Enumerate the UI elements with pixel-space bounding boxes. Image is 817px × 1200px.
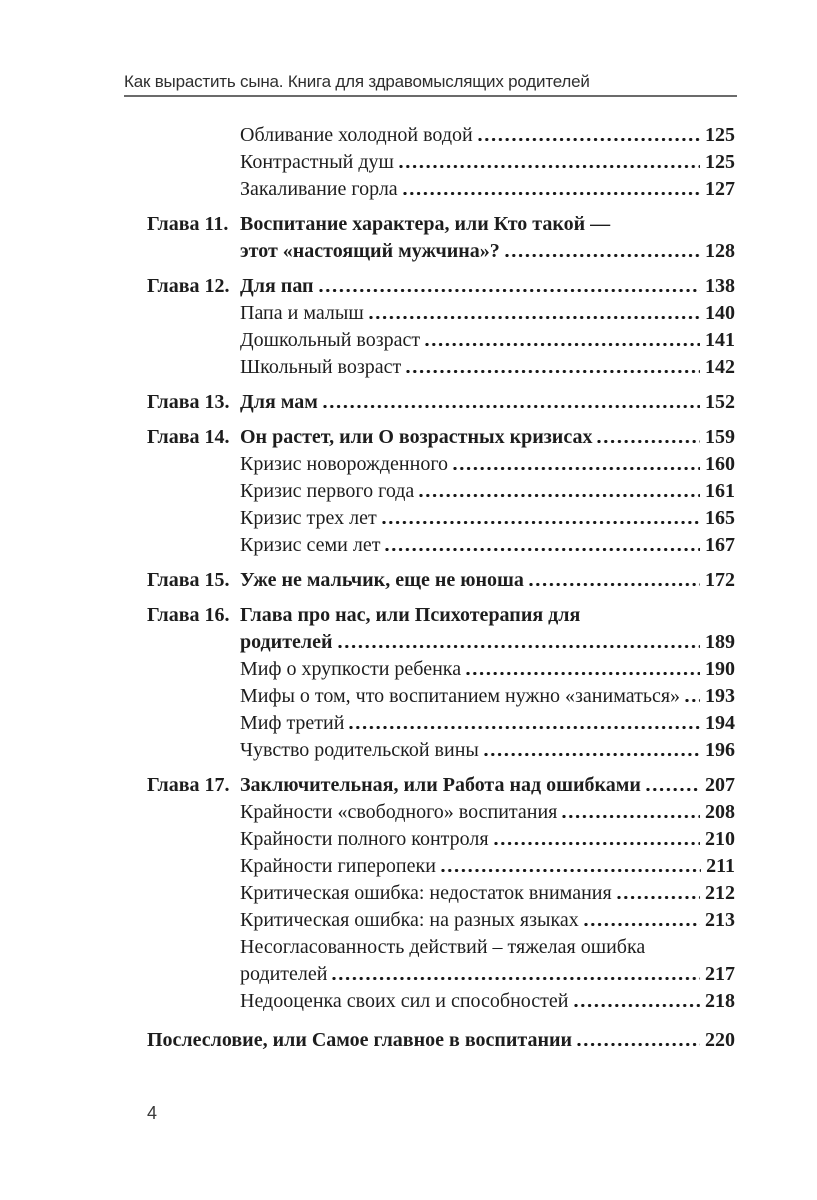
toc-entry-title: этот «настоящий мужчина»?	[240, 240, 500, 262]
toc-line	[147, 1027, 735, 1054]
toc-line	[147, 799, 735, 826]
toc-line	[147, 238, 735, 265]
toc-entry-title: Контрастный душ	[240, 151, 394, 173]
dot-leader	[505, 254, 700, 257]
dot-leader	[369, 316, 700, 319]
toc-entry-title: родителей	[240, 963, 328, 985]
toc-entry-title: Крайности полного контроля	[240, 828, 489, 850]
toc-entry-chapter	[147, 567, 735, 594]
toc-entry-title: Кризис первого года	[240, 480, 415, 502]
dot-leader	[338, 645, 700, 648]
toc-line	[147, 532, 735, 559]
toc-entry-sub	[147, 122, 735, 149]
toc-entry-page-number: 218	[705, 990, 735, 1012]
toc-entry-sub	[147, 656, 735, 683]
dot-leader	[562, 815, 700, 818]
toc-line	[147, 988, 735, 1015]
toc-entry-sub	[147, 149, 735, 176]
toc-entry-title: Он растет, или О возрастных кризисах	[240, 426, 593, 448]
toc-entry-page-number: 189	[705, 631, 735, 653]
toc-line	[147, 211, 735, 238]
toc-entry-title: Недооценка своих сил и способностей	[240, 990, 569, 1012]
toc-entry-page-number: 141	[705, 329, 735, 351]
dot-leader	[399, 165, 700, 168]
toc-entry-page-number: 160	[705, 453, 735, 475]
toc-line	[147, 424, 735, 451]
toc-entry-title: Заключительная, или Работа над ошибками	[240, 774, 641, 796]
chapter-label: Глава 14.	[147, 426, 230, 448]
toc-entry-page-number: 159	[705, 426, 735, 448]
toc-entry-page-number: 220	[705, 1029, 735, 1051]
dot-leader	[406, 370, 700, 373]
toc-entry-title: Обливание холодной водой	[240, 124, 473, 146]
toc-entry-title: Дошкольный возраст	[240, 329, 421, 351]
toc-entry-title: родителей	[240, 631, 333, 653]
toc-entry-sub	[147, 826, 735, 853]
toc-entry-chapter	[147, 389, 735, 416]
dot-leader	[382, 521, 700, 524]
dot-leader	[419, 494, 700, 497]
toc-line	[147, 354, 735, 381]
toc-entry-sub	[147, 799, 735, 826]
toc-entry-sub	[147, 354, 735, 381]
toc-line	[147, 451, 735, 478]
toc-entry-page-number: 210	[705, 828, 735, 850]
toc-entry-title: Миф о хрупкости ребенка	[240, 658, 462, 680]
toc-entry-page-number: 212	[705, 882, 735, 904]
chapter-label: Глава 13.	[147, 391, 230, 413]
toc-entry-sub	[147, 478, 735, 505]
dot-leader	[574, 1004, 701, 1007]
page-number: 4	[147, 1103, 158, 1123]
toc-line	[147, 907, 735, 934]
dot-leader	[332, 977, 700, 980]
toc-entry-sub	[147, 300, 735, 327]
toc-entry-page-number: 190	[705, 658, 735, 680]
toc-entry-page-number: 127	[705, 178, 735, 200]
toc-entry-sub	[147, 934, 735, 988]
toc-entry-page-number: 194	[705, 712, 735, 734]
toc-entry-title: Мифы о том, что воспитанием нужно «заниматься»	[240, 685, 681, 707]
toc-entry-title: Кризис семи лет	[240, 534, 381, 556]
toc-entry-title: Уже не мальчик, еще не юноша	[240, 569, 524, 591]
toc-entry-page-number: 125	[705, 151, 735, 173]
toc-entry-page-number: 213	[705, 909, 735, 931]
dot-leader	[478, 138, 700, 141]
toc-line	[147, 567, 735, 594]
toc-entry-page-number: 140	[705, 302, 735, 324]
toc-line	[147, 389, 735, 416]
toc-entry-title: Чувство родительской вины	[240, 739, 479, 761]
dot-leader	[484, 753, 700, 756]
toc-entry-chapter	[147, 211, 735, 265]
toc-entry-page-number: 128	[705, 240, 735, 262]
toc-line	[147, 934, 735, 961]
dot-leader	[584, 923, 700, 926]
toc-entry-afterword	[147, 1027, 735, 1054]
dot-leader	[685, 699, 700, 702]
running-header-title: Как вырастить сына. Книга для здравомыслящих родителей	[124, 72, 590, 91]
chapter-label: Глава 15.	[147, 569, 230, 591]
toc-line	[147, 149, 735, 176]
toc-entry-page-number: 161	[705, 480, 735, 502]
toc-entry-title: Несогласованность действий – тяжелая ошибка	[240, 936, 646, 958]
toc-line	[147, 602, 735, 629]
toc-entry-chapter	[147, 273, 735, 300]
toc-entry-title: Критическая ошибка: недостаток внимания	[240, 882, 612, 904]
dot-leader	[441, 869, 701, 872]
dot-leader	[577, 1043, 700, 1046]
toc-line	[147, 880, 735, 907]
dot-leader	[385, 548, 700, 551]
toc-line	[147, 826, 735, 853]
toc-line	[147, 300, 735, 327]
toc-entry-sub	[147, 853, 735, 880]
toc-line	[147, 122, 735, 149]
toc-entry-page-number: 142	[705, 356, 735, 378]
toc-entry-title: Крайности гиперопеки	[240, 855, 436, 877]
toc-entry-title: Для мам	[240, 391, 318, 413]
toc-entry-title: Миф третий	[240, 712, 345, 734]
dot-leader	[617, 896, 700, 899]
chapter-label: Глава 16.	[147, 604, 230, 626]
toc-entry-page-number: 172	[705, 569, 735, 591]
dot-leader	[323, 405, 700, 408]
toc-entry-sub	[147, 683, 735, 710]
table-of-contents	[147, 122, 735, 1054]
toc-entry-title: Для пап	[240, 275, 314, 297]
toc-line	[147, 853, 735, 880]
toc-line	[147, 710, 735, 737]
toc-entry-sub	[147, 880, 735, 907]
toc-entry-sub	[147, 988, 735, 1015]
toc-line	[147, 505, 735, 532]
dot-leader	[529, 583, 700, 586]
toc-entry-sub	[147, 176, 735, 203]
toc-entry-page-number: 152	[705, 391, 735, 413]
toc-entry-chapter	[147, 424, 735, 451]
toc-entry-chapter	[147, 772, 735, 799]
toc-entry-title: Кризис трех лет	[240, 507, 377, 529]
toc-entry-title: Критическая ошибка: на разных языках	[240, 909, 579, 931]
dot-leader	[494, 842, 700, 845]
dot-leader	[646, 788, 700, 791]
toc-entry-page-number: 167	[705, 534, 735, 556]
toc-entry-sub	[147, 327, 735, 354]
toc-entry-page-number: 217	[705, 963, 735, 985]
toc-line	[147, 629, 735, 656]
toc-line	[147, 961, 735, 988]
toc-entry-page-number: 208	[705, 801, 735, 823]
dot-leader	[597, 440, 700, 443]
toc-entry-page-number: 207	[705, 774, 735, 796]
toc-line	[147, 478, 735, 505]
dot-leader	[319, 289, 700, 292]
toc-entry-title: Кризис новорожденного	[240, 453, 449, 475]
toc-entry-sub	[147, 505, 735, 532]
toc-entry-page-number: 138	[705, 275, 735, 297]
toc-entry-page-number: 211	[706, 855, 735, 877]
dot-leader	[453, 467, 700, 470]
toc-entry-title: Закаливание горла	[240, 178, 398, 200]
toc-line	[147, 273, 735, 300]
dot-leader	[466, 672, 700, 675]
toc-entry-sub	[147, 737, 735, 764]
toc-entry-title: Воспитание характера, или Кто такой —	[240, 213, 611, 235]
toc-entry-sub	[147, 907, 735, 934]
toc-entry-page-number: 193	[705, 685, 735, 707]
toc-entry-page-number: 196	[705, 739, 735, 761]
toc-line	[147, 772, 735, 799]
toc-entry-sub	[147, 710, 735, 737]
dot-leader	[349, 726, 700, 729]
toc-entry-title: Папа и малыш	[240, 302, 364, 324]
toc-line	[147, 176, 735, 203]
toc-entry-page-number: 125	[705, 124, 735, 146]
chapter-label: Глава 11.	[147, 213, 229, 235]
toc-line	[147, 683, 735, 710]
toc-entry-title: Глава про нас, или Психотерапия для	[240, 604, 581, 626]
dot-leader	[425, 343, 700, 346]
toc-line	[147, 737, 735, 764]
toc-entry-chapter	[147, 602, 735, 656]
toc-entry-title: Крайности «свободного» воспитания	[240, 801, 558, 823]
toc-entry-sub	[147, 532, 735, 559]
running-header	[124, 72, 737, 97]
chapter-label: Глава 17.	[147, 774, 230, 796]
toc-line	[147, 656, 735, 683]
toc-entry-sub	[147, 451, 735, 478]
toc-entry-title: Послесловие, или Самое главное в воспитании	[147, 1029, 573, 1051]
toc-entry-title: Школьный возраст	[240, 356, 402, 378]
toc-line	[147, 327, 735, 354]
chapter-label: Глава 12.	[147, 275, 230, 297]
dot-leader	[403, 192, 700, 195]
toc-entry-page-number: 165	[705, 507, 735, 529]
